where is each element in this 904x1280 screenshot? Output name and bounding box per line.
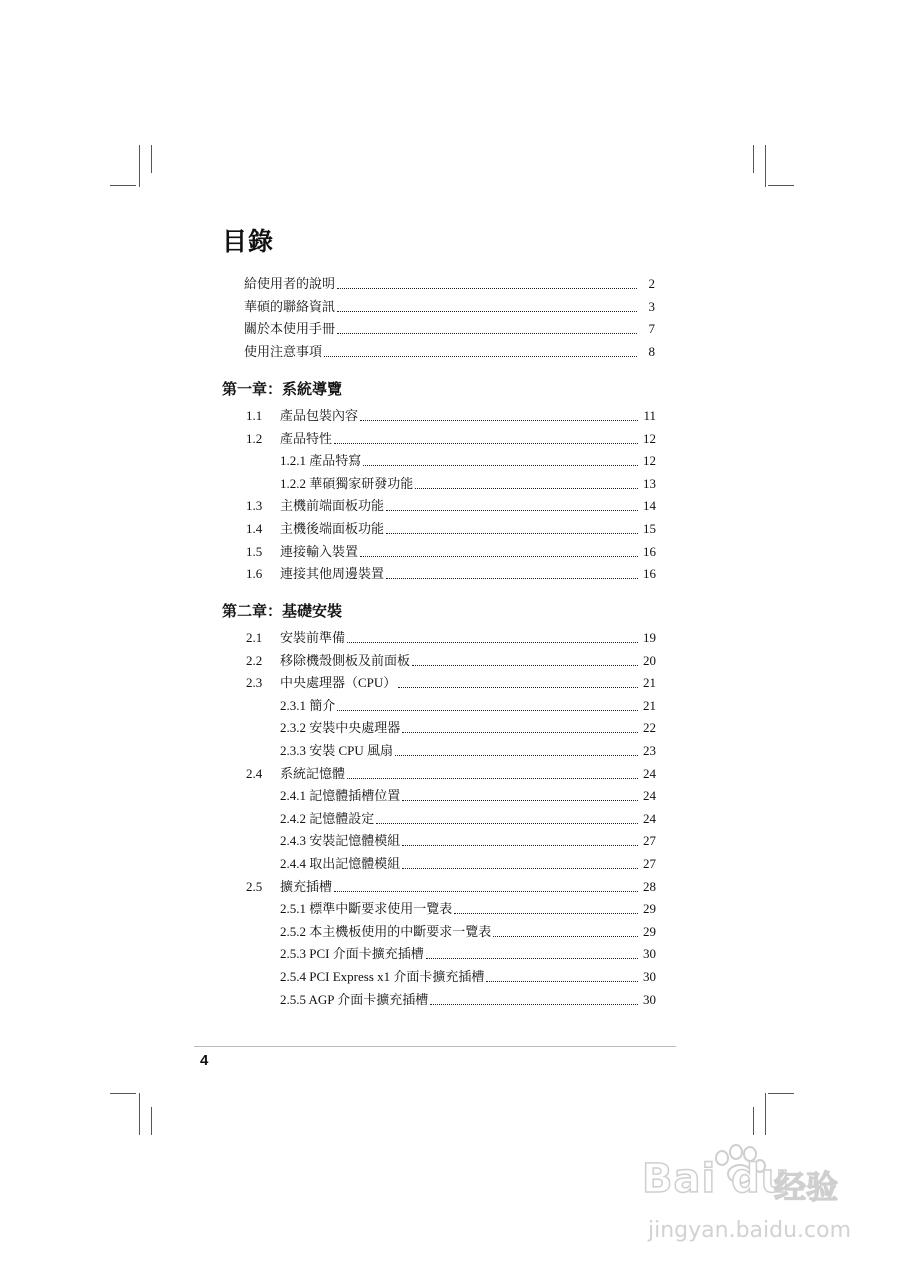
toc-leader-dots [486,980,638,982]
toc-number: 1.5 [246,543,263,559]
toc-label: 2.4.3 安裝記憶體模組 [280,833,401,849]
toc-entry[interactable] [246,766,656,782]
toc-leader-dots [412,664,638,666]
toc-leader-dots [430,1003,638,1005]
toc-leader-dots [415,487,638,489]
toc-label: 連接其他周邊裝置 [280,566,385,582]
toc-label: 給使用者的說明 [244,276,336,291]
toc-label: 2.5.2 本主機板使用的中斷要求一覽表 [280,923,492,939]
watermark [642,1144,872,1254]
toc-label: 系統記憶體 [280,765,346,781]
toc-leader-dots [324,355,637,357]
toc-label: 連接輸入裝置 [280,543,359,559]
toc-page: 12 [643,453,656,469]
toc-leader-dots [337,310,637,312]
toc-leader-dots [395,754,638,756]
toc-number: 1.4 [246,521,263,536]
toc-label: 華碩的聯絡資訊 [244,298,336,314]
toc-subentry[interactable] [280,811,656,827]
toc-page: 30 [643,969,656,984]
toc-number: 2.2 [246,652,263,668]
toc-leader-dots [454,912,638,914]
toc-page: 8 [648,343,655,359]
toc-page: 24 [643,788,656,804]
watermark-brand: Bai du [642,1156,791,1202]
crop-mark [768,185,794,186]
toc-page: 11 [643,408,656,423]
toc-page: 29 [643,923,656,939]
toc-entry[interactable] [246,879,656,895]
crop-mark [110,1093,136,1094]
toc-entry[interactable] [246,408,656,424]
toc-number: 2.1 [246,630,263,645]
toc-leader-dots [334,890,638,892]
toc-subentry[interactable] [280,476,656,492]
toc-page: 22 [643,720,656,736]
toc-label: 2.5.5 AGP 介面卡擴充插槽 [280,991,429,1007]
page-title: 目錄 [222,227,275,256]
crop-mark [139,1093,140,1135]
toc-leader-dots [337,287,637,289]
toc-leader-dots [402,844,638,846]
chapter-heading[interactable]: 第一章：系統導覽 [222,380,343,398]
crop-mark [151,1107,152,1135]
toc-page: 13 [643,475,656,491]
toc-leader-dots [337,332,637,334]
toc-page: 2 [648,276,655,291]
toc-label: 2.4.4 取出記憶體模組 [280,856,401,871]
toc-label: 產品包裝內容 [280,408,359,423]
toc-number: 1.2 [246,430,263,446]
toc-label: 1.2.1 產品特寫 [280,453,362,469]
toc-label: 主機後端面板功能 [280,521,385,536]
toc-label: 移除機殼側板及前面板 [280,652,411,668]
toc-leader-dots [360,419,638,421]
toc-subentry[interactable] [280,924,656,940]
toc-page: 20 [643,652,656,668]
toc-page: 12 [643,430,656,446]
toc-number: 1.3 [246,498,263,514]
toc-label: 2.5.3 PCI 介面卡擴充插槽 [280,946,424,962]
toc-number: 1.6 [246,566,263,582]
toc-page: 21 [643,675,656,691]
toc-page: 28 [643,878,656,894]
toc-number: 2.5 [246,878,263,894]
toc-page: 23 [643,743,656,758]
toc-label: 2.4.2 記憶體設定 [280,810,375,826]
toc-leader-dots [398,686,638,688]
toc-subentry[interactable] [280,720,656,736]
toc-entry[interactable] [246,498,656,514]
toc-subentry[interactable] [280,901,656,917]
crop-mark [753,145,754,173]
toc-leader-dots [426,957,638,959]
toc-label: 2.5.1 標準中斷要求使用一覽表 [280,901,453,917]
toc-page: 3 [648,298,655,314]
toc-page: 27 [643,856,656,871]
toc-label: 關於本使用手冊 [244,321,336,336]
toc-label: 2.3.3 安裝 CPU 風扇 [280,743,394,758]
toc-entry[interactable] [246,566,656,582]
toc-leader-dots [363,464,638,466]
toc-label: 2.3.2 安裝中央處理器 [280,720,401,736]
toc-entry[interactable] [246,653,656,669]
crop-mark [768,1093,794,1094]
toc-subentry[interactable] [280,856,656,872]
watermark-cn: 经验 [774,1168,839,1206]
page-number: 4 [200,1052,209,1069]
toc-leader-dots [360,555,638,557]
toc-page: 30 [643,946,656,962]
toc-entry[interactable] [246,431,656,447]
toc-subentry[interactable] [280,698,656,714]
toc-number: 2.4 [246,765,263,781]
crop-mark [765,1093,766,1135]
toc-page: 16 [643,543,656,559]
watermark-url: jingyan.baidu.com [648,1218,852,1243]
toc-entry[interactable] [244,299,655,315]
toc-page: 16 [643,566,656,582]
toc-label: 產品特性 [280,430,333,446]
crop-mark [151,145,152,173]
toc-page: 14 [643,498,656,514]
toc-page: 7 [648,321,655,336]
toc-entry[interactable] [246,544,656,560]
toc-page: 15 [643,521,656,536]
toc-label: 中央處理器（CPU） [280,675,397,691]
toc-subentry[interactable] [280,833,656,849]
toc-leader-dots [402,867,638,869]
toc-page: 30 [643,991,656,1007]
toc-entry[interactable] [244,344,655,360]
crop-mark [765,145,766,187]
toc-subentry[interactable] [280,946,656,962]
toc-entry[interactable] [244,276,655,292]
toc-subentry[interactable] [280,969,656,985]
crop-mark [110,185,136,186]
toc-label: 2.3.1 簡介 [280,697,336,713]
toc-subentry[interactable] [280,743,656,759]
toc-label: 1.2.2 華碩獨家研發功能 [280,475,414,491]
toc-leader-dots [337,709,638,711]
toc-label: 使用注意事項 [244,343,323,359]
toc-page: 19 [643,630,656,645]
toc-page: 24 [643,810,656,826]
toc-label: 2.5.4 PCI Express x1 介面卡擴充插槽 [280,969,485,984]
toc-entry[interactable] [246,521,656,537]
toc-label: 擴充插槽 [280,878,333,894]
toc-leader-dots [402,731,638,733]
toc-number: 2.3 [246,675,263,691]
toc-page: 27 [643,833,656,849]
toc-label: 2.4.1 記憶體插槽位置 [280,788,401,804]
toc-number: 1.1 [246,408,263,423]
toc-subentry[interactable] [280,453,656,469]
footer-divider [194,1046,676,1047]
toc-page: 24 [643,765,656,781]
toc-subentry[interactable] [280,788,656,804]
toc-page: 29 [643,901,656,917]
toc-leader-dots [386,577,638,579]
crop-mark [139,145,140,187]
toc-entry[interactable] [246,675,656,691]
toc-leader-dots [334,442,638,444]
toc-leader-dots [347,777,638,779]
chapter-heading[interactable]: 第二章：基礎安裝 [222,602,343,620]
toc-leader-dots [386,532,638,534]
toc-entry[interactable] [246,630,656,646]
toc-label: 主機前端面板功能 [280,498,385,514]
toc-leader-dots [402,799,638,801]
toc-leader-dots [386,509,638,511]
toc-leader-dots [376,822,638,824]
toc-subentry[interactable] [280,992,656,1008]
toc-page: 21 [643,697,656,713]
toc-leader-dots [347,641,638,643]
toc-leader-dots [493,935,638,937]
toc-label: 安裝前準備 [280,630,346,645]
crop-mark [753,1107,754,1135]
toc-entry[interactable] [244,321,655,337]
